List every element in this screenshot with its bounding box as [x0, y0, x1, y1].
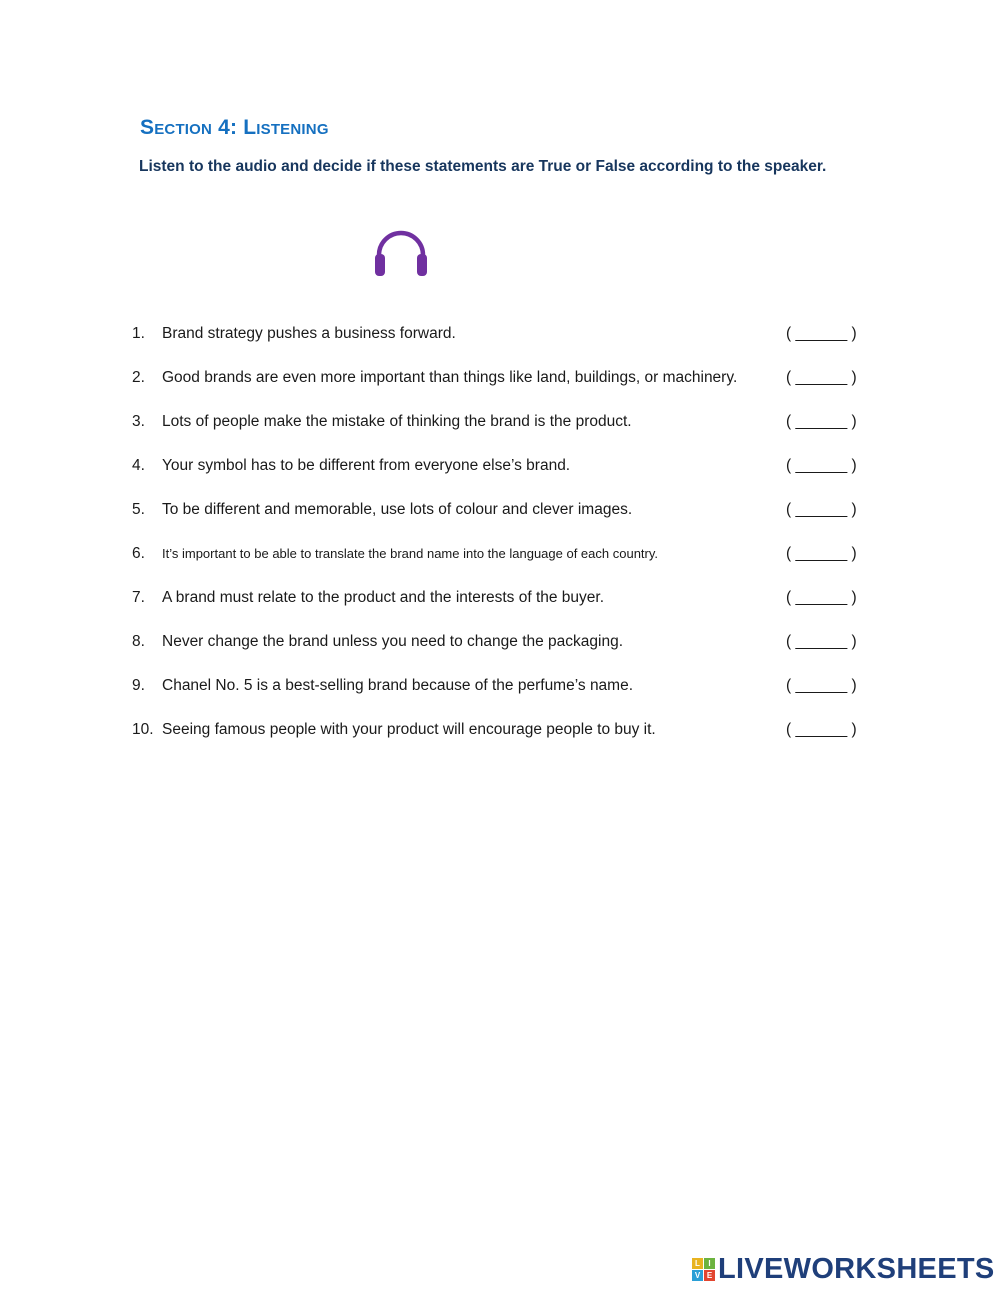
- list-item: [132, 718, 872, 762]
- logo-tile: I: [704, 1258, 715, 1269]
- answer-blank[interactable]: ( ______ ): [786, 633, 857, 650]
- list-item: [132, 322, 872, 366]
- answer-blank[interactable]: ( ______ ): [786, 545, 857, 562]
- answer-blank[interactable]: ( ______ ): [786, 721, 857, 738]
- item-number: 10.: [132, 721, 154, 738]
- item-statement: Good brands are even more important than things like land, buildings, or machinery.: [162, 369, 738, 386]
- headphones-icon: [372, 228, 430, 280]
- list-item: [132, 542, 872, 586]
- item-statement: A brand must relate to the product and the interests of the buyer.: [162, 589, 605, 606]
- item-number: 3.: [132, 413, 145, 430]
- list-item: [132, 498, 872, 542]
- item-statement: Your symbol has to be different from everyone else’s brand.: [162, 457, 571, 474]
- item-statement: Never change the brand unless you need to change the packaging.: [162, 633, 624, 650]
- answer-blank[interactable]: ( ______ ): [786, 325, 857, 342]
- item-number: 1.: [132, 325, 145, 342]
- logo-text: LIVEWORKSHEETS: [718, 1252, 995, 1285]
- item-statement: Lots of people make the mistake of thinking the brand is the product.: [162, 413, 632, 430]
- item-statement: It’s important to be able to translate the brand name into the language of each country.: [162, 546, 659, 561]
- item-number: 9.: [132, 677, 145, 694]
- answer-blank[interactable]: ( ______ ): [786, 501, 857, 518]
- item-number: 4.: [132, 457, 145, 474]
- logo-tile: V: [692, 1270, 703, 1281]
- list-item: [132, 674, 872, 718]
- list-item: [132, 366, 872, 410]
- statement-list: [132, 322, 872, 762]
- item-number: 2.: [132, 369, 145, 386]
- item-statement: Brand strategy pushes a business forward.: [162, 325, 456, 342]
- answer-blank[interactable]: ( ______ ): [786, 369, 857, 386]
- logo-tile: L: [692, 1258, 703, 1269]
- answer-blank[interactable]: ( ______ ): [786, 677, 857, 694]
- answer-blank[interactable]: ( ______ ): [786, 457, 857, 474]
- item-number: 5.: [132, 501, 145, 518]
- liveworksheets-logo: [692, 1254, 995, 1284]
- item-number: 6.: [132, 545, 145, 562]
- list-item: [132, 454, 872, 498]
- logo-tiles-icon: [692, 1258, 715, 1281]
- answer-blank[interactable]: ( ______ ): [786, 589, 857, 606]
- logo-tile: E: [704, 1270, 715, 1281]
- item-statement: Chanel No. 5 is a best-selling brand because of the perfume’s name.: [162, 677, 634, 694]
- item-statement: Seeing famous people with your product will encourage people to buy it.: [162, 721, 656, 738]
- list-item: [132, 630, 872, 674]
- section-title: Section 4: Listening: [140, 116, 329, 139]
- item-number: 7.: [132, 589, 145, 606]
- list-item: [132, 410, 872, 454]
- list-item: [132, 586, 872, 630]
- answer-blank[interactable]: ( ______ ): [786, 413, 857, 430]
- item-statement: To be different and memorable, use lots of colour and clever images.: [162, 501, 633, 518]
- instructions: Listen to the audio and decide if these statements are True or False according to the speaker.: [139, 158, 827, 175]
- item-number: 8.: [132, 633, 145, 650]
